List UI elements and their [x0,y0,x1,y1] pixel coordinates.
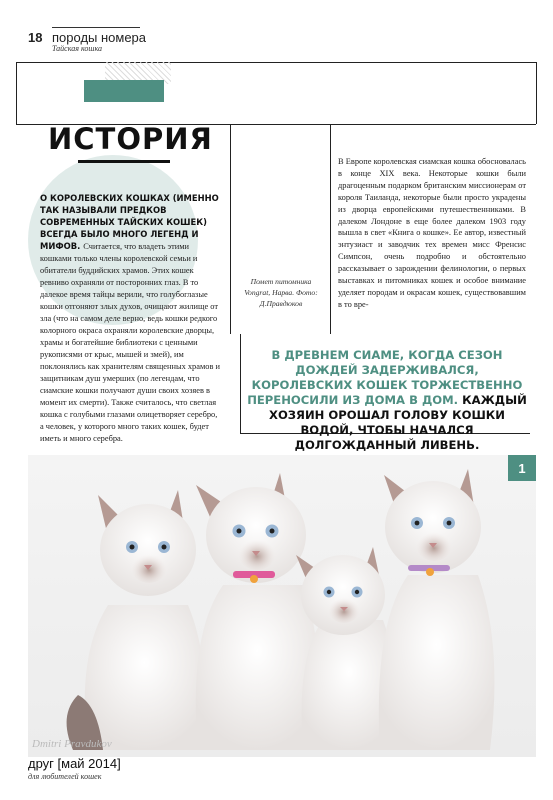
column-divider-left [230,124,231,334]
title-underline [78,160,170,163]
magazine-tagline: для любителей кошек [28,772,102,781]
section-subtitle: Тайская кошка [52,44,102,53]
frame-line-top [16,62,536,63]
article-lead [40,192,222,444]
page-number: 18 [28,30,43,45]
article-title: ИСТОРИЯ [48,122,213,156]
photo-watermark: Dmitri Pravdukov [32,738,112,750]
kitten-2 [196,473,319,750]
section-title: породы номера [52,30,147,45]
column-divider-right [330,124,331,334]
photo-number-badge: 1 [508,455,536,481]
pullquote-frame-left [240,334,241,434]
magazine-issue: друг [май 2014] [28,756,121,771]
body-left-text: Считается, что владеть этими кошками только члены королевской семьи и обитатели буддийских храмов. Этих кошек ревниво охраняли от посторонних глаз. В то далекое время тайцы верили, что голубоглазые кошки отгоняют злых духов, очищают жилище от зла (что на самом деле верно, ведь кошки редкого колорного окраса охраняли королевские дворцы, храмы и богатейшие библиотеки с ценными рукописями от крыс, мышей и змей), им поклонялись как хранителям священных храмов и защитникам душ умерших (по легендам, что сиамские кошки получают души своих хозяев в момент их смерти). Также считалось, что светлая кошка с голубыми глазами олицетворяет серебро, а человек, у которого много таких кошек, будет иметь и много серебра. [40,242,220,443]
pull-quote [246,348,528,453]
frame-line-right [536,62,537,124]
pull-quote-rest: КАЖДЫЙ ХОЗЯИН ОРОШАЛ ГОЛОВУ КОШКИ ВОДОЙ, ЧТОБЫ НАЧАЛСЯ ДОЛГОЖДАННЫЙ ЛИВЕНЬ. [269,393,527,452]
frame-line-left [16,62,17,124]
header-rule [52,27,140,28]
kitten-4 [379,469,495,750]
photo-caption: Помет питомника Vongrat, Нарва. Фото: Д.Правдюков [244,277,318,308]
kittens-illustration [28,455,536,757]
accent-bar [84,80,164,102]
pull-quote-accent: В ДРЕВНЕМ СИАМЕ, КОГДА СЕЗОН ДОЖДЕЙ ЗАДЕРЖИВАЛСЯ, КОРОЛЕВСКИХ КОШЕК ТОРЖЕСТВЕННО ПЕРЕНОСИЛИ ИЗ ДОМА В ДОМ. [247,348,523,407]
body-right-text: В Европе королевская сиамская кошка обосновалась в конце XIX века. Некоторые кошки были драгоценным подарком британским миссионерам от короля Таиланда, некоторые были просто украдены из дворца европейскими путешественниками. В далеком Лондоне в еще более далеком 1903 году вышла в свет «Книга о кошке». Ее автор, известный энтузиаст и заводчик тех времен мисс Френсис Симпсон, очень подробно и обстоятельно рассказывает о зарождении фелинологии, о первых выставках и питомниках кошек и особое внимание уделяет породам и окрасам кошек, существовавшим в то вре- [338,157,526,309]
kitten-1 [67,490,205,750]
kittens-photo [28,455,536,757]
lead-text: О КОРОЛЕВСКИХ КОШКАХ (ИМЕННО ТАК НАЗЫВАЛИ ПРЕДКОВ СОВРЕМЕННЫХ ТАЙСКИХ КОШЕК) ВСЕГДА БЫЛО МНОГО ЛЕГЕНД И МИФОВ. [40,193,219,251]
